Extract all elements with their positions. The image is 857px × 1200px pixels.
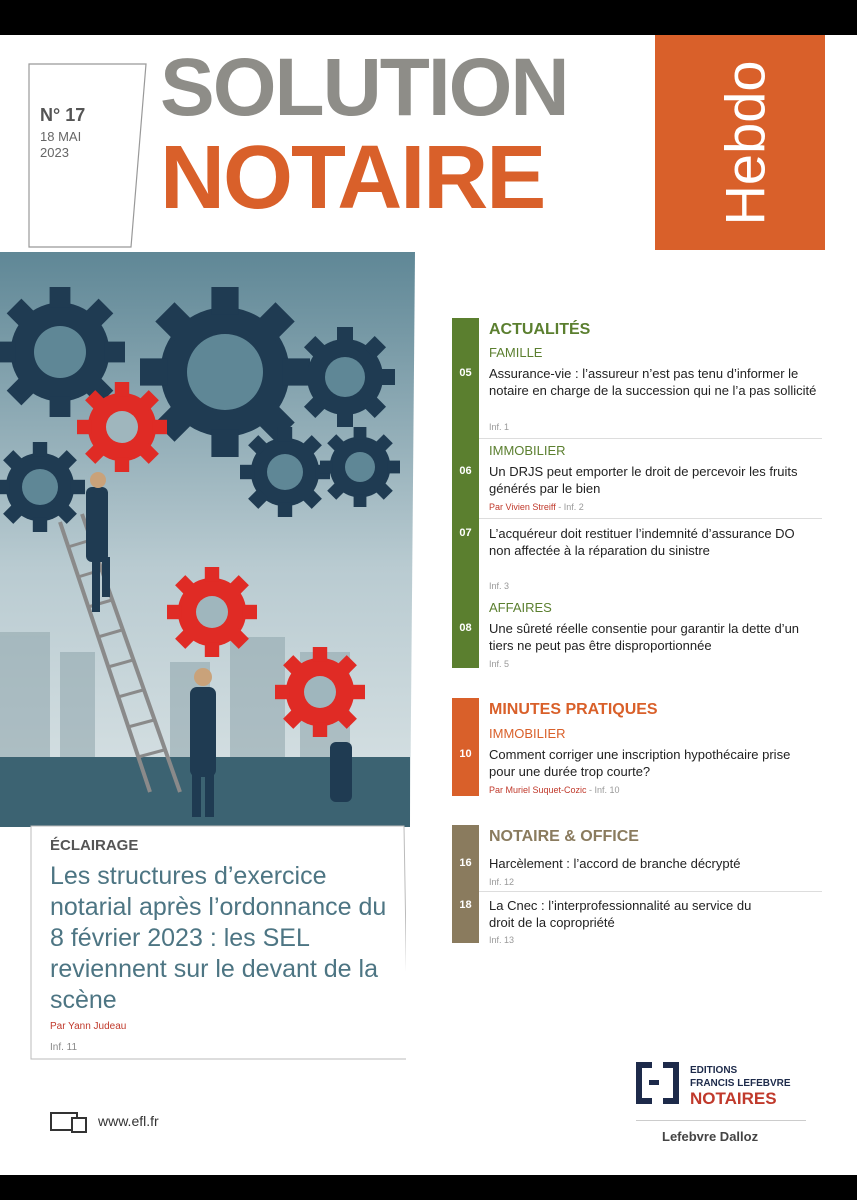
toc-entry-10[interactable]: Comment corriger une inscription hypothécaire prise pour une durée trop courte? bbox=[489, 747, 791, 779]
toc-ref-text: - Inf. 2 bbox=[555, 502, 584, 512]
toc-entry-06[interactable]: Un DRJS peut emporter le droit de percevoir les fruits générés par le bien bbox=[489, 464, 798, 496]
eclairage-ref: Inf. 11 bbox=[50, 1042, 78, 1053]
eclairage-box bbox=[30, 825, 405, 1060]
page-number: 08 bbox=[459, 622, 472, 634]
toc-ref: Inf. 13 bbox=[489, 935, 515, 945]
toc-entry-18[interactable]: La Cnec : l’interprofessionnalité au service du droit de la copropriété bbox=[489, 898, 752, 930]
page-number: 18 bbox=[459, 899, 472, 911]
publisher-logo-icon bbox=[635, 1060, 681, 1106]
toc-author: Par Muriel Suquet-Cozic bbox=[489, 785, 587, 795]
eclairage-title[interactable]: Les structures d’exercice notarial après l’ordonnance du 8 février 2023 : les SEL reviennent sur le devant de la scène bbox=[50, 862, 387, 1014]
minutes-title: MINUTES PRATIQUES bbox=[489, 701, 658, 718]
toc-ref bbox=[489, 785, 620, 795]
publisher-line3: NOTAIRES bbox=[690, 1089, 777, 1108]
page-number: 16 bbox=[459, 857, 472, 869]
devices-icon bbox=[50, 1110, 90, 1134]
toc-ref bbox=[489, 502, 584, 512]
famille-heading: FAMILLE bbox=[489, 345, 543, 360]
eclairage-author: Par Yann Judeau bbox=[50, 1021, 127, 1032]
publisher-divider bbox=[636, 1120, 806, 1121]
eclairage-label: ÉCLAIRAGE bbox=[50, 837, 139, 854]
toc-entry-05[interactable]: Assurance-vie : l’assureur n’est pas tenu d’informer le notaire en charge de la succession qui ne l’a pas sollicité bbox=[489, 366, 817, 398]
minutes-bar bbox=[452, 698, 479, 796]
issue-date bbox=[40, 129, 81, 161]
issue-number: N° 17 bbox=[40, 105, 86, 125]
divider bbox=[479, 518, 822, 519]
issue-year: 2023 bbox=[40, 145, 69, 160]
gears-illustration bbox=[0, 252, 420, 827]
magazine-cover bbox=[0, 35, 857, 1175]
divider bbox=[479, 891, 822, 892]
toc-entry-08[interactable]: Une sûreté réelle consentie pour garantir la dette d’un tiers ne peut pas être disproportionnée bbox=[489, 621, 800, 653]
actualites-title: ACTUALITÉS bbox=[489, 321, 591, 338]
publisher-line1: EDITIONS bbox=[690, 1065, 738, 1076]
toc-entry-07[interactable]: L’acquéreur doit restituer l’indemnité d’assurance DO non affectée à la réparation du sinistre bbox=[489, 526, 795, 558]
page-number: 10 bbox=[459, 748, 472, 760]
notaire-title: NOTAIRE & OFFICE bbox=[489, 828, 639, 845]
issue-day-month: 18 MAI bbox=[40, 129, 82, 144]
toc-ref: Inf. 1 bbox=[489, 422, 510, 432]
website-link[interactable]: www.efl.fr bbox=[98, 1113, 159, 1129]
publisher-line2: FRANCIS LEFEBVRE bbox=[690, 1078, 791, 1089]
divider bbox=[479, 438, 822, 439]
page-number: 05 bbox=[459, 367, 472, 379]
toc-author: Par Vivien Streiff bbox=[489, 502, 556, 512]
immobilier-heading: IMMOBILIER bbox=[489, 726, 566, 741]
toc-ref-text: - Inf. 10 bbox=[586, 785, 620, 795]
brand-line2: NOTAIRE bbox=[160, 128, 545, 228]
toc-ref: Inf. 3 bbox=[489, 581, 510, 591]
notaire-bar bbox=[452, 825, 479, 943]
toc-ref: Inf. 5 bbox=[489, 659, 510, 669]
page-number: 07 bbox=[459, 527, 472, 539]
toc-ref: Inf. 12 bbox=[489, 877, 515, 887]
publisher-group: Lefebvre Dalloz bbox=[662, 1129, 759, 1144]
brand-line1: SOLUTION bbox=[160, 42, 568, 133]
edition-label: Hebdo bbox=[713, 60, 777, 226]
issue-box bbox=[28, 63, 146, 248]
toc-entry-16[interactable]: Harcèlement : l’accord de branche décrypté bbox=[489, 856, 741, 871]
immobilier-heading: IMMOBILIER bbox=[489, 443, 566, 458]
affaires-heading: AFFAIRES bbox=[489, 600, 552, 615]
page-number: 06 bbox=[459, 465, 472, 477]
